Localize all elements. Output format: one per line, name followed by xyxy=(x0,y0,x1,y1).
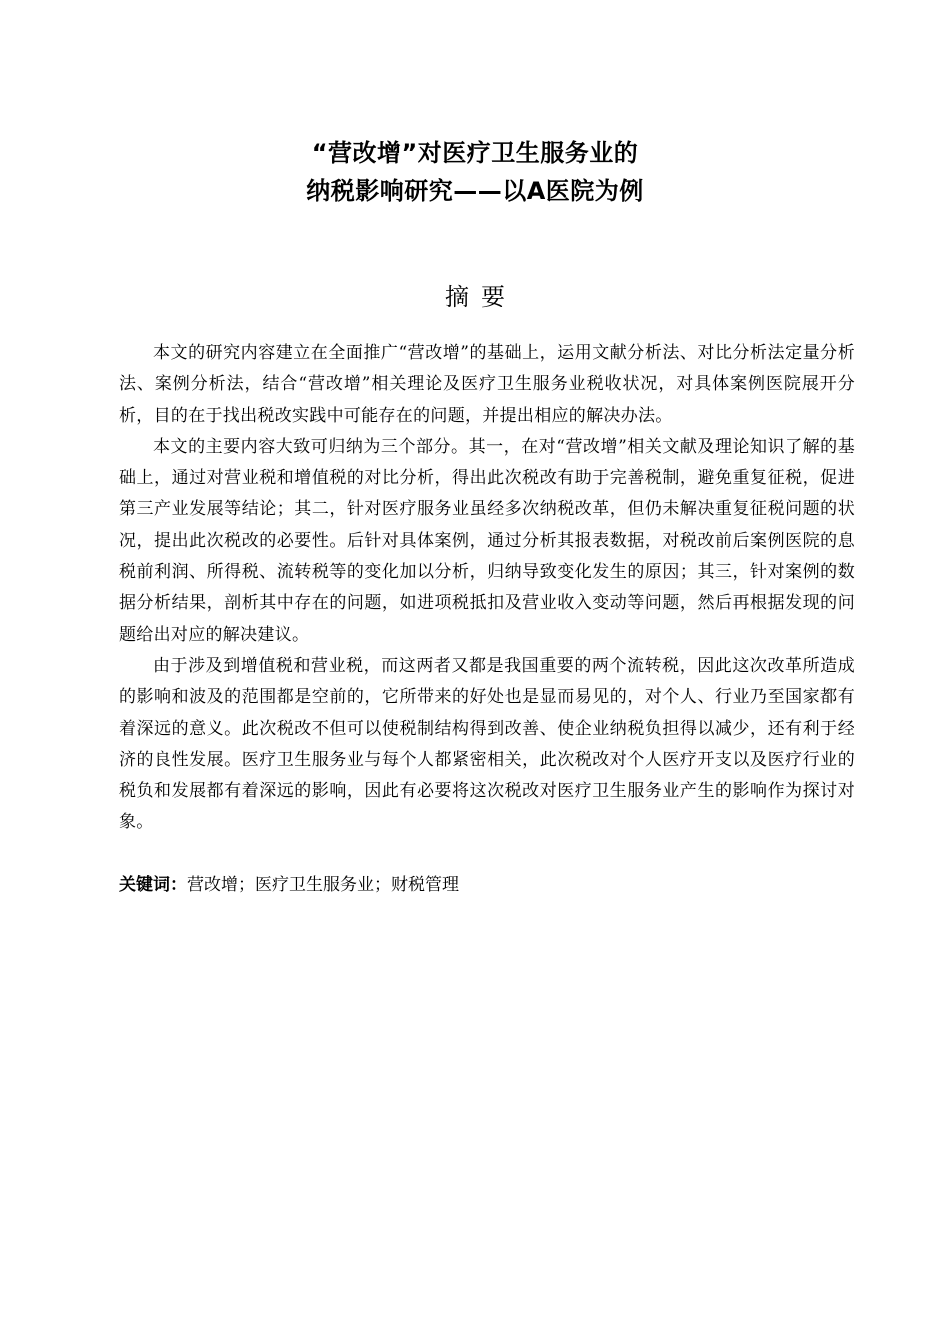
keywords-label: 关键词： xyxy=(119,875,187,895)
abstract-heading: 摘要 xyxy=(445,283,517,311)
title-line-2: 纳税影响研究——以A医院为例 xyxy=(306,177,644,205)
keywords-text: 营改增；医疗卫生服务业；财税管理 xyxy=(187,875,459,895)
abstract-paragraph-1: 本文的研究内容建立在全面推广“营改增”的基础上，运用文献分析法、对比分析法定量分析法、案例分析法，结合“营改增”相关理论及医疗卫生服务业税收状况，对具体案例医院展开分析，目的在于找出税改实践中可能存在的问题，并提出相应的解决办法。 xyxy=(119,343,855,426)
paper-title xyxy=(0,135,950,209)
abstract-paragraph-3: 由于涉及到增值税和营业税，而这两者又都是我国重要的两个流转税，因此这次改革所造成的影响和波及的范围都是空前的，它所带来的好处也是显而易见的，对个人、行业乃至国家都有着深远的意义。此次税改不但可以使税制结构得到改善、使企业纳税负担得以减少，还有利于经济的良性发展。医疗卫生服务业与每个人都紧密相关，此次税改对个人医疗开支以及医疗行业的税负和发展都有着深远的影响，因此有必要将这次税改对医疗卫生服务业产生的影响作为探讨对象。 xyxy=(119,655,855,833)
keywords-line xyxy=(119,870,855,901)
title-line-1: “营改增”对医疗卫生服务业的 xyxy=(311,139,639,167)
abstract-body xyxy=(119,338,855,839)
abstract-paragraph-2: 本文的主要内容大致可归纳为三个部分。其一，在对“营改增”相关文献及理论知识了解的基础上，通过对营业税和增值税的对比分析，得出此次税改有助于完善税制，避免重复征税，促进第三产业发展等结论；其二，针对医疗服务业虽经多次纳税改革，但仍未解决重复征税问题的状况，提出此次税改的必要性。后针对具体案例，通过分析其报表数据，对税改前后案例医院的息税前利润、所得税、流转税等的变化加以分析，归纳导致变化发生的原因；其三，针对案例的数据分析结果，剖析其中存在的问题，如进项税抵扣及营业收入变动等问题，然后再根据发现的问题给出对应的解决建议。 xyxy=(119,436,855,645)
